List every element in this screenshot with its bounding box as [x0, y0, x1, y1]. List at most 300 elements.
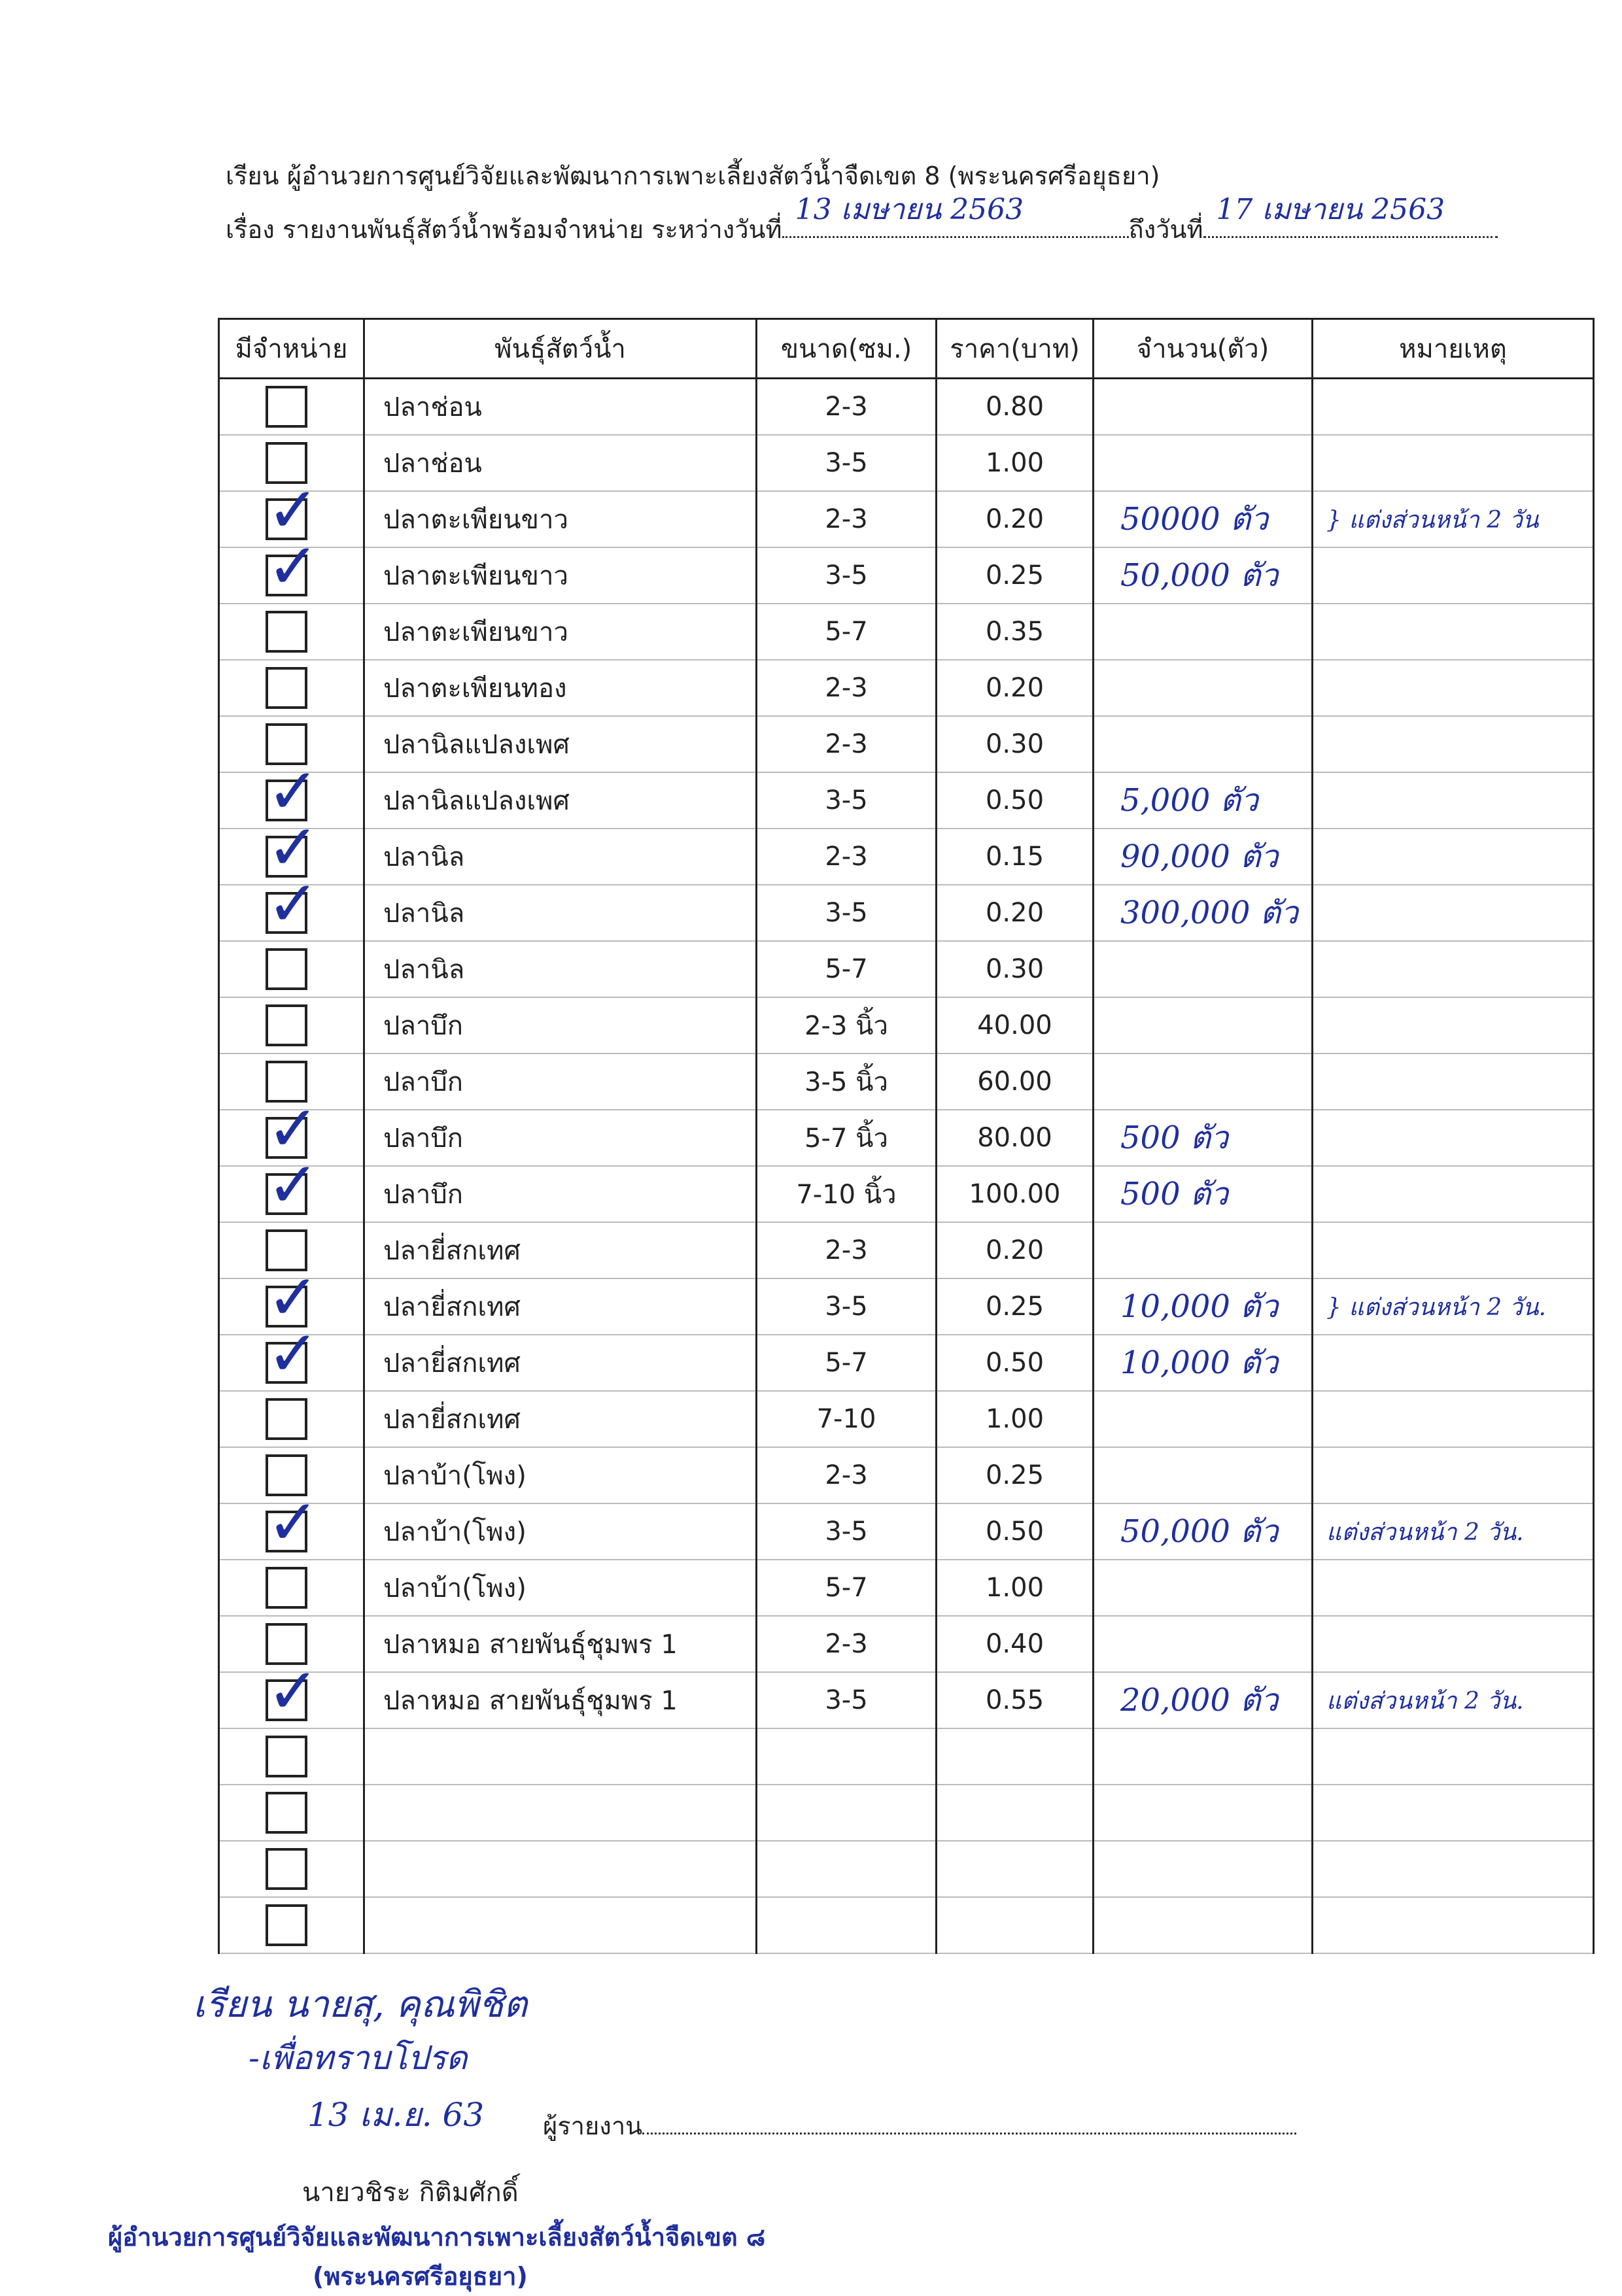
checkbox-cell	[219, 1897, 364, 1953]
size-cell	[757, 547, 937, 604]
remark-cell	[1313, 941, 1594, 997]
species-cell	[364, 379, 757, 436]
species-value: ปลาบึก	[383, 1123, 463, 1154]
species-value: ปลายี่สกเทศ	[383, 1405, 521, 1435]
remark-cell	[1313, 1054, 1594, 1110]
quantity-value	[1094, 951, 1120, 987]
quantity-cell	[1094, 660, 1313, 716]
quantity-value: 20,000 ตัว	[1120, 1682, 1279, 1719]
species-cell	[364, 1728, 757, 1785]
species-value: ปลานิล	[383, 842, 465, 872]
handwritten-note-1: เรียน นายสุ, คุณพิชิต	[193, 1983, 528, 2026]
size-value: 2-3	[825, 842, 868, 872]
remark-value	[1313, 1575, 1326, 1602]
table-row	[219, 1278, 1594, 1335]
availability-checkbox[interactable]	[266, 1148, 320, 1222]
size-cell	[757, 604, 937, 660]
availability-checkbox[interactable]	[266, 1486, 320, 1559]
availability-checkbox[interactable]	[266, 948, 307, 990]
remark-value	[1313, 1238, 1326, 1265]
recipient-line: เรียน ผู้อำนวยการศูนย์วิจัยและพัฒนาการเพาะเลี้ยงสัตว์น้ำจืดเขต 8 (พระนครศรีอยุธยา)	[226, 162, 1160, 190]
size-value: 2-3 นิ้ว	[804, 1011, 888, 1041]
quantity-value	[1094, 670, 1120, 706]
remark-cell	[1313, 1560, 1594, 1616]
remark-value	[1313, 563, 1326, 590]
size-cell	[757, 1335, 937, 1391]
remark-cell	[1313, 997, 1594, 1054]
species-cell	[364, 829, 757, 885]
quantity-cell	[1094, 435, 1313, 491]
remark-value	[1313, 1069, 1326, 1096]
size-value: 3-5 นิ้ว	[804, 1067, 888, 1097]
checkbox-cell	[219, 1148, 364, 1222]
remark-value: แต่งส่วนหน้า 2 วัน.	[1326, 1518, 1524, 1546]
availability-checkbox[interactable]	[266, 867, 320, 940]
signature-date: 13 เม.ย. 63	[307, 2096, 485, 2134]
remark-cell	[1313, 1278, 1594, 1335]
species-value: ปลาหมอ สายพันธุ์ชุมพร 1	[383, 1630, 678, 1660]
remark-value	[1313, 788, 1326, 815]
quantity-cell	[1094, 772, 1313, 829]
species-cell	[364, 1278, 757, 1335]
remark-cell	[1313, 435, 1594, 491]
table-row	[219, 1616, 1594, 1672]
size-cell	[757, 941, 937, 997]
quantity-cell	[1094, 1503, 1313, 1560]
price-cell	[937, 1166, 1094, 1222]
species-cell	[364, 1391, 757, 1447]
species-cell	[364, 941, 757, 997]
price-value: 60.00	[977, 1067, 1052, 1097]
price-cell	[937, 1897, 1094, 1953]
price-cell	[937, 1672, 1094, 1728]
size-cell	[757, 772, 937, 829]
availability-checkbox[interactable]	[266, 1317, 320, 1390]
availability-checkbox[interactable]	[266, 1654, 320, 1728]
quantity-cell	[1094, 716, 1313, 772]
species-value: ปลาช่อน	[383, 449, 482, 479]
size-value: 2-3	[825, 729, 868, 759]
price-value: 0.20	[985, 1235, 1044, 1265]
species-cell	[364, 1166, 757, 1222]
remark-value: แต่งส่วนหน้า 2 วัน.	[1326, 1687, 1524, 1715]
price-value: 1.00	[985, 1573, 1044, 1603]
checkbox-cell	[219, 604, 364, 660]
availability-checkbox[interactable]	[266, 1792, 307, 1834]
price-value: 0.35	[985, 617, 1044, 647]
table-row	[219, 1391, 1594, 1447]
remark-cell	[1313, 1785, 1594, 1841]
size-value: 5-7	[825, 1573, 868, 1603]
price-value: 0.50	[985, 785, 1044, 815]
species-value: ปลาหมอ สายพันธุ์ชุมพร 1	[383, 1686, 678, 1716]
species-value: ปลายี่สกเทศ	[383, 1348, 521, 1379]
price-value: 0.25	[985, 1292, 1044, 1322]
table-row	[219, 435, 1594, 491]
species-cell	[364, 1110, 757, 1166]
species-value: ปลานิล	[383, 899, 465, 929]
price-cell	[937, 1728, 1094, 1785]
size-value: 3-5	[825, 1685, 868, 1715]
table-row	[219, 716, 1594, 772]
size-cell	[757, 885, 937, 941]
quantity-cell	[1094, 491, 1313, 547]
price-cell	[937, 1616, 1094, 1672]
quantity-cell	[1094, 885, 1313, 941]
table-row	[219, 1222, 1594, 1278]
subject-prefix: เรื่อง รายงานพันธุ์สัตว์น้ำพร้อมจำหน่าย ระหว่างวันที่	[226, 215, 782, 244]
price-cell	[937, 1503, 1094, 1560]
remark-value	[1313, 957, 1326, 984]
species-cell	[364, 1447, 757, 1503]
species-value: ปลาตะเพียนขาว	[383, 505, 568, 535]
quantity-value	[1094, 388, 1120, 425]
quantity-cell	[1094, 1672, 1313, 1728]
price-cell	[937, 1785, 1094, 1841]
table-row	[219, 1841, 1594, 1897]
price-value: 0.30	[985, 954, 1044, 984]
signer-name: นายวชิระ กิติมศักดิ์	[302, 2178, 519, 2208]
quantity-cell	[1094, 1560, 1313, 1616]
checkmark-icon: ✓	[267, 473, 320, 547]
size-cell	[757, 1447, 937, 1503]
quantity-cell	[1094, 1897, 1313, 1953]
table-row	[219, 491, 1594, 547]
header-size: ขนาด(ซม.)	[757, 319, 937, 379]
size-cell	[757, 1841, 937, 1897]
price-cell	[937, 379, 1094, 436]
price-cell	[937, 1110, 1094, 1166]
species-cell	[364, 1222, 757, 1278]
to-date-field	[1203, 193, 1498, 238]
size-value: 3-5	[825, 785, 868, 815]
checkbox-cell	[219, 1654, 364, 1728]
species-cell	[364, 1897, 757, 1953]
size-value: 3-5	[825, 448, 868, 478]
size-value: 3-5	[825, 898, 868, 928]
species-cell	[364, 547, 757, 604]
species-value: ปลายี่สกเทศ	[383, 1292, 521, 1322]
species-value: ปลาบ้า(โพง)	[383, 1573, 526, 1603]
reporter-line	[543, 2106, 1296, 2146]
remark-value	[1313, 1013, 1326, 1040]
table-row	[219, 997, 1594, 1054]
species-cell	[364, 1335, 757, 1391]
remark-value	[1313, 1463, 1326, 1490]
size-value: 7-10 นิ้ว	[796, 1180, 897, 1210]
checkmark-icon: ✓	[267, 530, 320, 603]
remark-cell	[1313, 1447, 1594, 1503]
quantity-cell	[1094, 997, 1313, 1054]
checkbox-cell	[219, 1317, 364, 1391]
from-date-value: 13 เมษายน 2563	[795, 193, 1024, 226]
price-value: 0.80	[985, 392, 1044, 422]
species-value: ปลาตะเพียนขาว	[383, 617, 568, 647]
price-cell	[937, 829, 1094, 885]
size-cell	[757, 829, 937, 885]
checkbox-cell	[219, 660, 364, 716]
species-value: ปลานิลแปลงเพศ	[383, 730, 570, 760]
remark-value	[1313, 732, 1326, 759]
quantity-value	[1094, 1457, 1120, 1494]
remark-cell	[1313, 829, 1594, 885]
species-cell	[364, 716, 757, 772]
remark-value	[1313, 1744, 1326, 1771]
price-cell	[937, 772, 1094, 829]
quantity-cell	[1094, 1222, 1313, 1278]
checkmark-icon: ✓	[267, 1317, 320, 1390]
quantity-cell	[1094, 1447, 1313, 1503]
price-value: 0.50	[985, 1516, 1044, 1547]
size-cell	[757, 1503, 937, 1560]
remark-cell	[1313, 1728, 1594, 1785]
price-cell	[937, 1335, 1094, 1391]
remark-value	[1313, 1125, 1326, 1152]
remark-cell	[1313, 379, 1594, 436]
signer-org-stamp: (พระนครศรีอยุธยา)	[313, 2262, 528, 2291]
species-value: ปลานิล	[383, 955, 465, 985]
size-cell	[757, 1560, 937, 1616]
checkbox-cell	[219, 1785, 364, 1841]
price-cell	[937, 1560, 1094, 1616]
price-cell	[937, 1447, 1094, 1503]
quantity-value	[1094, 1851, 1120, 1887]
remark-value	[1313, 1800, 1326, 1827]
table-row	[219, 604, 1594, 660]
size-cell	[757, 1222, 937, 1278]
price-value: 0.20	[985, 504, 1044, 534]
remark-value	[1313, 676, 1326, 702]
header-remark: หมายเหตุ	[1313, 319, 1594, 379]
remark-cell	[1313, 1222, 1594, 1278]
quantity-cell	[1094, 547, 1313, 604]
price-value: 0.55	[985, 1685, 1044, 1715]
size-cell	[757, 1785, 937, 1841]
table-row	[219, 941, 1594, 997]
availability-checkbox[interactable]	[266, 667, 307, 709]
quantity-value: 50,000 ตัว	[1120, 557, 1279, 594]
quantity-cell	[1094, 604, 1313, 660]
price-value: 0.20	[985, 673, 1044, 703]
size-value: 5-7 นิ้ว	[804, 1123, 888, 1154]
species-cell	[364, 997, 757, 1054]
size-cell	[757, 1616, 937, 1672]
remark-value	[1313, 1857, 1326, 1883]
table-row	[219, 547, 1594, 604]
remark-value	[1313, 1350, 1326, 1377]
price-cell	[937, 997, 1094, 1054]
species-value: ปลาบึก	[383, 1067, 463, 1097]
table-row	[219, 379, 1594, 436]
price-cell	[937, 435, 1094, 491]
quantity-value: 10,000 ตัว	[1120, 1288, 1279, 1325]
quantity-cell	[1094, 1616, 1313, 1672]
remark-cell	[1313, 1672, 1594, 1728]
price-value: 80.00	[977, 1123, 1052, 1153]
size-value: 2-3	[825, 673, 868, 703]
price-cell	[937, 660, 1094, 716]
quantity-value: 50000 ตัว	[1120, 501, 1269, 538]
table-row	[219, 660, 1594, 716]
size-cell	[757, 1110, 937, 1166]
header-available: มีจำหน่าย	[219, 319, 364, 379]
remark-value	[1313, 619, 1326, 646]
price-value: 0.40	[985, 1629, 1044, 1659]
table-row	[219, 1897, 1594, 1953]
to-date-label: ถึงวันที่	[1128, 215, 1203, 244]
checkbox-cell	[219, 867, 364, 941]
reporter-signature-field	[642, 2110, 1296, 2134]
species-value: ปลายี่สกเทศ	[383, 1236, 521, 1266]
size-value: 2-3	[825, 1235, 868, 1265]
remark-cell	[1313, 1841, 1594, 1897]
price-value: 40.00	[977, 1010, 1052, 1040]
table-row	[219, 885, 1594, 941]
size-value: 3-5	[825, 1516, 868, 1547]
species-value: ปลาบ้า(โพง)	[383, 1517, 526, 1547]
species-value: ปลาบึก	[383, 1011, 463, 1041]
size-cell	[757, 1391, 937, 1447]
size-cell	[757, 1728, 937, 1785]
quantity-value: 500 ตัว	[1120, 1120, 1228, 1156]
availability-checkbox[interactable]	[266, 1004, 307, 1046]
table-row	[219, 1785, 1594, 1841]
size-value: 7-10	[816, 1404, 876, 1434]
quantity-value	[1094, 1907, 1120, 1944]
price-value: 0.15	[985, 842, 1044, 872]
checkbox-cell	[219, 1841, 364, 1897]
size-cell	[757, 1278, 937, 1335]
species-cell	[364, 885, 757, 941]
table-row	[219, 1503, 1594, 1560]
species-cell	[364, 1785, 757, 1841]
remark-cell	[1313, 1391, 1594, 1447]
species-cell	[364, 1672, 757, 1728]
remark-cell	[1313, 885, 1594, 941]
price-cell	[937, 1391, 1094, 1447]
price-cell	[937, 941, 1094, 997]
quantity-cell	[1094, 1110, 1313, 1166]
quantity-value: 10,000 ตัว	[1120, 1345, 1279, 1381]
quantity-value	[1094, 1007, 1120, 1044]
size-cell	[757, 491, 937, 547]
size-cell	[757, 716, 937, 772]
table-header-row	[219, 319, 1594, 379]
availability-checkbox[interactable]	[266, 1398, 307, 1440]
quantity-value	[1094, 1401, 1120, 1437]
remark-cell	[1313, 660, 1594, 716]
remark-value	[1313, 451, 1326, 477]
species-cell	[364, 1054, 757, 1110]
header-price: ราคา(บาท)	[937, 319, 1094, 379]
species-value: ปลาบ้า(โพง)	[383, 1461, 526, 1491]
header-quantity: จำนวน(ตัว)	[1094, 319, 1313, 379]
checkmark-icon: ✓	[267, 811, 320, 884]
remark-cell	[1313, 1335, 1594, 1391]
size-value: 3-5	[825, 1292, 868, 1322]
species-value: ปลาตะเพียนขาว	[383, 561, 568, 591]
species-cell	[364, 660, 757, 716]
table-row	[219, 1054, 1594, 1110]
fish-availability-table	[218, 318, 1595, 1954]
availability-checkbox[interactable]	[266, 1904, 307, 1946]
species-cell	[364, 1616, 757, 1672]
quantity-cell	[1094, 1728, 1313, 1785]
quantity-value: 50,000 ตัว	[1120, 1513, 1279, 1550]
quantity-value	[1094, 1232, 1120, 1269]
table-row	[219, 772, 1594, 829]
checkmark-icon: ✓	[267, 1486, 320, 1559]
checkmark-icon: ✓	[267, 1092, 320, 1165]
remark-value	[1313, 1182, 1326, 1208]
price-value: 0.25	[985, 560, 1044, 591]
quantity-cell	[1094, 941, 1313, 997]
checkbox-cell	[219, 1728, 364, 1785]
remark-value	[1313, 1632, 1326, 1658]
species-value: ปลาตะเพียนทอง	[383, 674, 567, 704]
from-date-field	[782, 193, 1129, 238]
size-cell	[757, 1166, 937, 1222]
quantity-value: 5,000 ตัว	[1120, 782, 1258, 819]
quantity-value: 90,000 ตัว	[1120, 838, 1279, 875]
availability-checkbox[interactable]	[266, 530, 320, 603]
availability-checkbox[interactable]	[266, 611, 307, 653]
species-value: ปลาบึก	[383, 1180, 463, 1210]
quantity-cell	[1094, 1166, 1313, 1222]
price-value: 0.50	[985, 1348, 1044, 1378]
remark-value: } แต่งส่วนหน้า 2 วัน	[1326, 506, 1539, 534]
table-row	[219, 1110, 1594, 1166]
price-value: 0.25	[985, 1460, 1044, 1490]
table-row	[219, 1560, 1594, 1616]
availability-checkbox[interactable]	[266, 1848, 307, 1890]
quantity-cell	[1094, 1335, 1313, 1391]
to-date-value: 17 เมษายน 2563	[1216, 193, 1445, 226]
size-value: 3-5	[825, 560, 868, 591]
table-row	[219, 1335, 1594, 1391]
size-value: 5-7	[825, 954, 868, 984]
remark-cell	[1313, 491, 1594, 547]
price-cell	[937, 547, 1094, 604]
checkbox-cell	[219, 1560, 364, 1616]
species-cell	[364, 604, 757, 660]
size-cell	[757, 660, 937, 716]
checkmark-icon: ✓	[267, 755, 320, 828]
size-cell	[757, 1672, 937, 1728]
availability-checkbox[interactable]	[266, 1736, 307, 1777]
availability-checkbox[interactable]	[266, 1567, 307, 1609]
remark-cell	[1313, 1897, 1594, 1953]
availability-checkbox[interactable]	[266, 386, 307, 428]
quantity-cell	[1094, 1054, 1313, 1110]
remark-cell	[1313, 1110, 1594, 1166]
size-value: 2-3	[825, 1460, 868, 1490]
table-row	[219, 1728, 1594, 1785]
quantity-cell	[1094, 1785, 1313, 1841]
species-cell	[364, 1503, 757, 1560]
quantity-value	[1094, 1626, 1120, 1662]
header-species: พันธุ์สัตว์น้ำ	[364, 319, 757, 379]
size-cell	[757, 1054, 937, 1110]
species-value: ปลาช่อน	[383, 392, 482, 422]
reporter-label: ผู้รายงาน	[543, 2112, 643, 2140]
quantity-value	[1094, 1569, 1120, 1606]
checkmark-icon: ✓	[267, 1148, 320, 1222]
checkbox-cell	[219, 1391, 364, 1447]
remark-cell	[1313, 1616, 1594, 1672]
price-value: 0.30	[985, 729, 1044, 759]
price-cell	[937, 716, 1094, 772]
